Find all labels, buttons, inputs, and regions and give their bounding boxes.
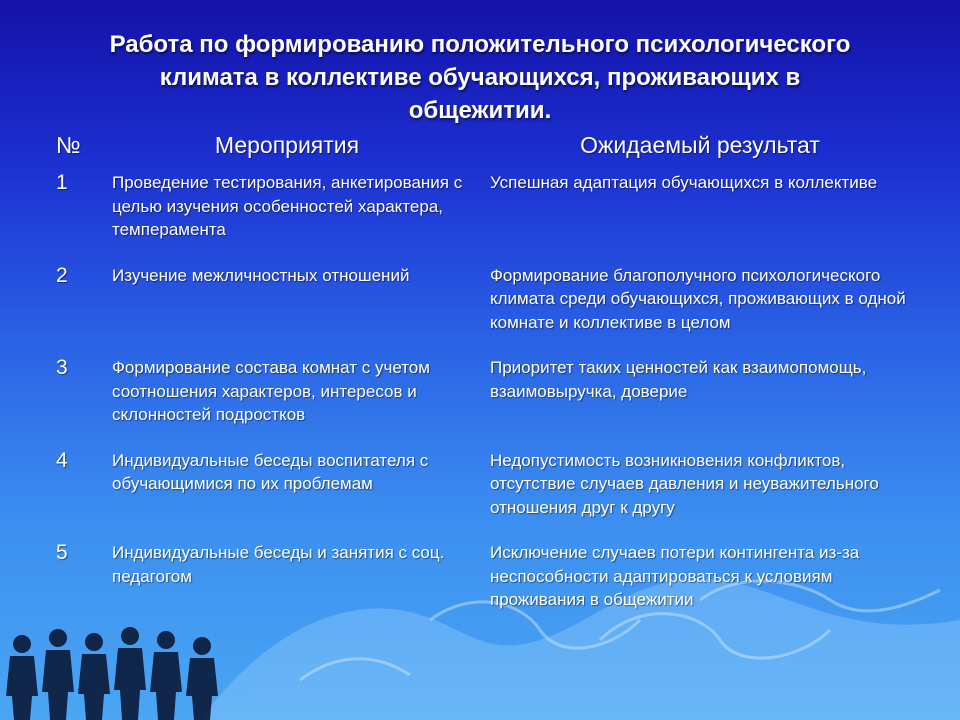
row-number: 5 bbox=[56, 541, 68, 564]
row-result: Приоритет таких ценностей как взаимопомощь, взаимовыручка, доверие bbox=[490, 358, 867, 401]
row-result: Недопустимость возникновения конфликтов, отсутствие случаев давления и неуважительного отношения друг к другу bbox=[490, 450, 879, 517]
title-line: Работа по формированию положительного психологического bbox=[109, 31, 851, 58]
row-number: 2 bbox=[56, 263, 68, 287]
people-silhouettes-illustration bbox=[0, 610, 230, 720]
row-event: Формирование состава комнат с учетом соотношения характеров, интересов и склонностей подростков bbox=[112, 358, 430, 424]
row-event: Индивидуальные беседы воспитателя с обучающимися по их проблемам bbox=[112, 450, 429, 493]
row-result: Успешная адаптация обучающихся в коллективе bbox=[490, 173, 878, 192]
table-row bbox=[48, 449, 928, 542]
row-event: Изучение межличностных отношений bbox=[112, 265, 410, 285]
table-row bbox=[48, 171, 928, 264]
title-line: общежитии. bbox=[408, 97, 552, 124]
row-event: Проведение тестирования, анкетирования с целью изучения особенностей характера, темперамента bbox=[112, 173, 463, 239]
row-result: Исключение случаев потери контингента из-за неспособности адаптироваться к условиям проживания в общежитии bbox=[490, 543, 860, 609]
row-event: Индивидуальные беседы и занятия с соц. педагогом bbox=[112, 543, 445, 586]
activities-table bbox=[48, 128, 928, 634]
header-results: Ожидаемый результат bbox=[580, 132, 820, 158]
table-row bbox=[48, 356, 928, 449]
slide-title bbox=[40, 28, 920, 127]
table-row bbox=[48, 264, 928, 357]
row-result: Формирование благополучного психологического климата среди обучающихся, проживающих в одной комнате и коллективе в целом bbox=[490, 265, 906, 332]
table-header-row bbox=[48, 128, 928, 171]
row-number: 1 bbox=[56, 171, 68, 194]
header-number: № bbox=[56, 132, 81, 158]
row-number: 3 bbox=[56, 356, 68, 379]
header-events: Мероприятия bbox=[214, 132, 360, 158]
title-line: климата в коллективе обучающихся, проживающих в bbox=[159, 64, 801, 91]
row-number: 4 bbox=[56, 448, 68, 472]
